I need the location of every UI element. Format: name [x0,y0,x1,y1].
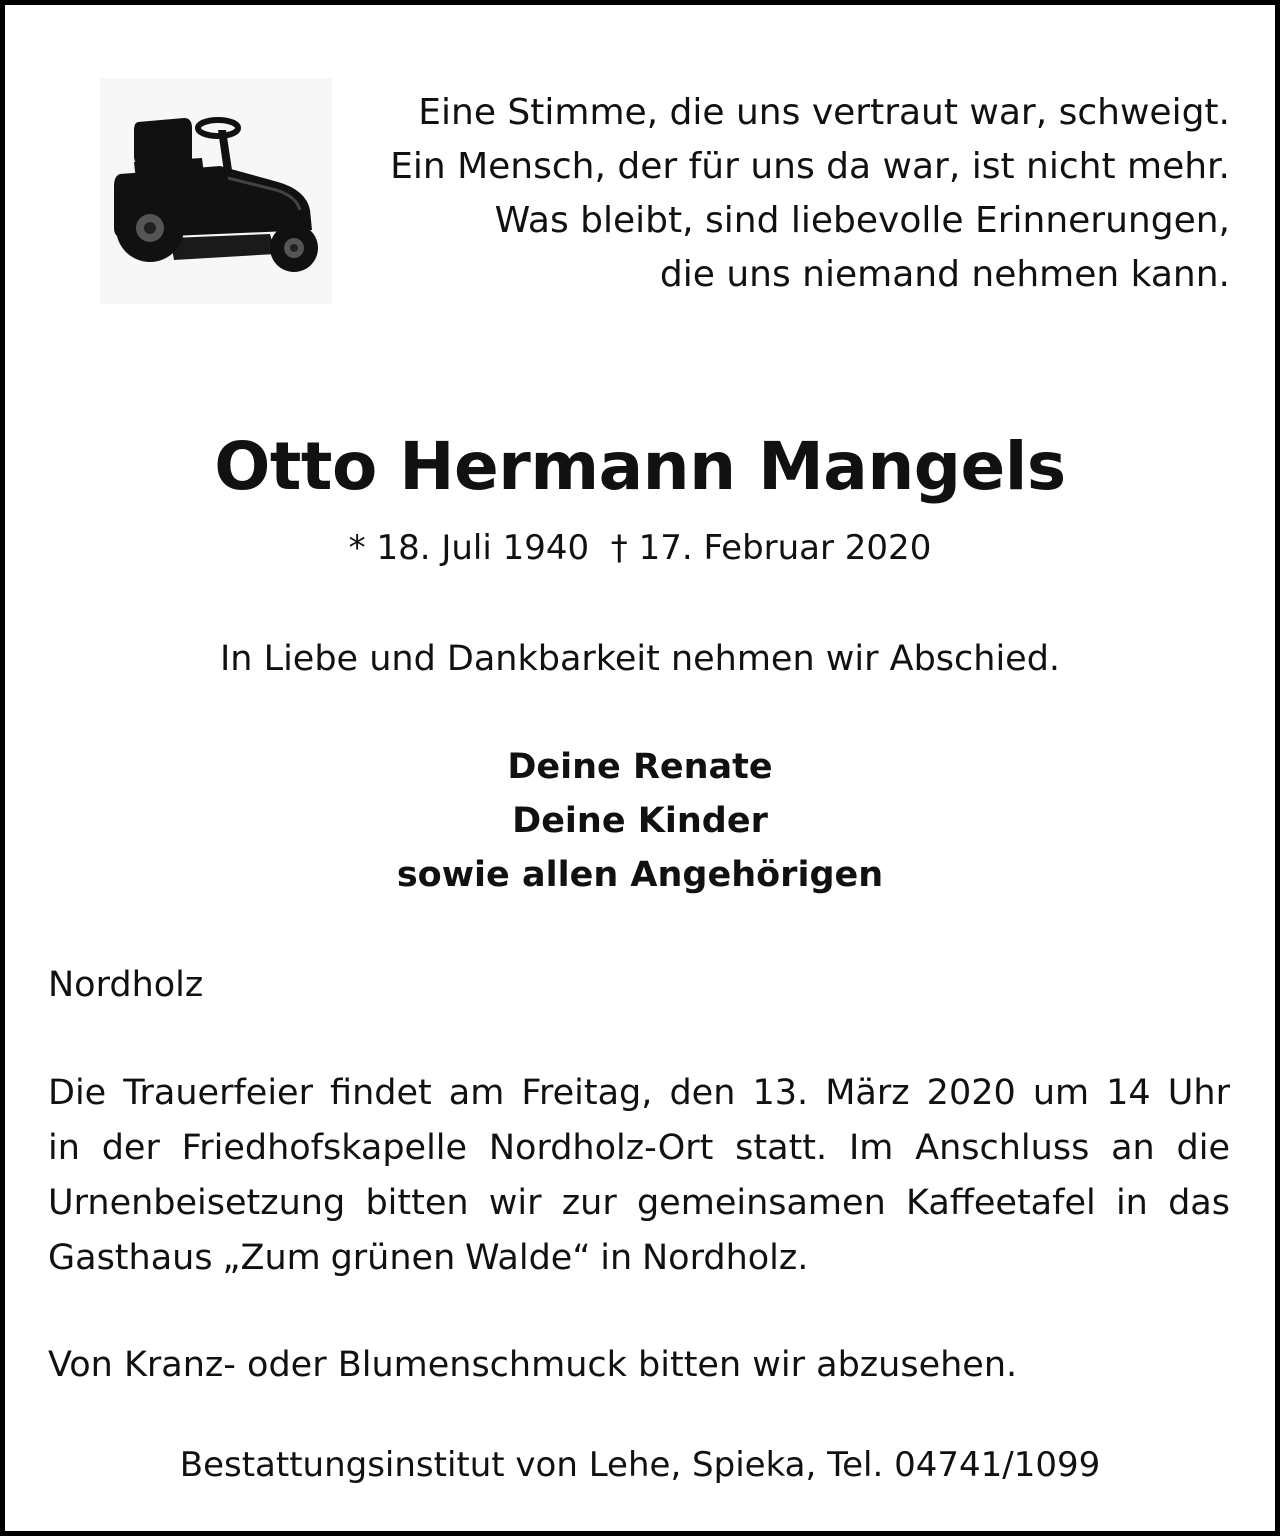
ceremony-word: zur [561,1183,617,1223]
ceremony-word: das [1168,1183,1230,1223]
ceremony-word: wir [488,1183,542,1223]
ceremony-word: Trauerfeier [123,1073,313,1113]
mourner: sowie allen Angehörigen [396,855,884,895]
ceremony-word: der [101,1128,160,1168]
ceremony-line [48,1066,1230,1121]
ceremony-word: Gasthaus [48,1238,213,1278]
flower-request: Von Kranz- oder Blumenschmuck bitten wir abzusehen. [48,1345,1018,1385]
ceremony-line [48,1231,1230,1286]
ceremony-word: Die [48,1073,107,1113]
ceremony-word: Anschluss [915,1128,1090,1168]
ceremony-word: in [1115,1183,1148,1223]
ceremony-word: in [600,1238,633,1278]
ceremony-word: Walde“ [465,1238,591,1278]
farewell-text: In Liebe und Dankbarkeit nehmen wir Abschied. [219,639,1061,679]
ceremony-word: „Zum [222,1238,321,1278]
ceremony-word: Urnenbeisetzung [48,1183,346,1223]
ceremony-word: bitten [365,1183,469,1223]
ceremony-word: Kaffeetafel [905,1183,1096,1223]
poem-line: die uns niemand nehmen kann. [659,254,1230,295]
ceremony-details [48,1066,1230,1286]
ceremony-word: gemeinsamen [636,1183,886,1223]
life-dates: * 18. Juli 1940 † 17. Februar 2020 [348,528,932,568]
ceremony-word: findet [330,1073,432,1113]
mourner: Deine Kinder [512,801,768,841]
ceremony-word: am [448,1073,505,1113]
mourners-list [0,740,1280,902]
ceremony-word: 13. [752,1073,809,1113]
ceremony-word: Freitag, [521,1073,653,1113]
ceremony-word: Friedhofskapelle [181,1128,468,1168]
undertaker-info: Bestattungsinstitut von Lehe, Spieka, Tel. 04741/1099 [179,1445,1101,1485]
ceremony-word: Nordholz. [642,1238,809,1278]
ceremony-word: den [669,1073,736,1113]
poem-line: Eine Stimme, die uns vertraut war, schweigt. [418,92,1230,133]
poem-line: Was bleibt, sind liebevolle Erinnerungen, [494,200,1230,241]
ceremony-word: um [1032,1073,1090,1113]
ceremony-word: statt. [735,1128,828,1168]
poem-verse [330,86,1230,302]
riding-lawn-mower-icon [100,78,332,304]
mourner: Deine Renate [507,747,773,787]
ceremony-line [48,1121,1230,1176]
ceremony-word: die [1176,1128,1230,1168]
ceremony-word: in [48,1128,80,1168]
ceremony-word: an [1111,1128,1155,1168]
ceremony-word: 14 [1106,1073,1151,1113]
deceased-name: Otto Hermann Mangels [214,428,1066,505]
ceremony-word: März [825,1073,910,1113]
ceremony-word: 2020 [926,1073,1016,1113]
poem-line: Ein Mensch, der für uns da war, ist nicht mehr. [390,146,1230,187]
ceremony-word: grünen [330,1238,456,1278]
ceremony-word: Im [848,1128,894,1168]
place-name: Nordholz [48,965,204,1005]
ceremony-word: Nordholz-Ort [488,1128,714,1168]
ceremony-word: Uhr [1167,1073,1230,1113]
ceremony-line [48,1176,1230,1231]
